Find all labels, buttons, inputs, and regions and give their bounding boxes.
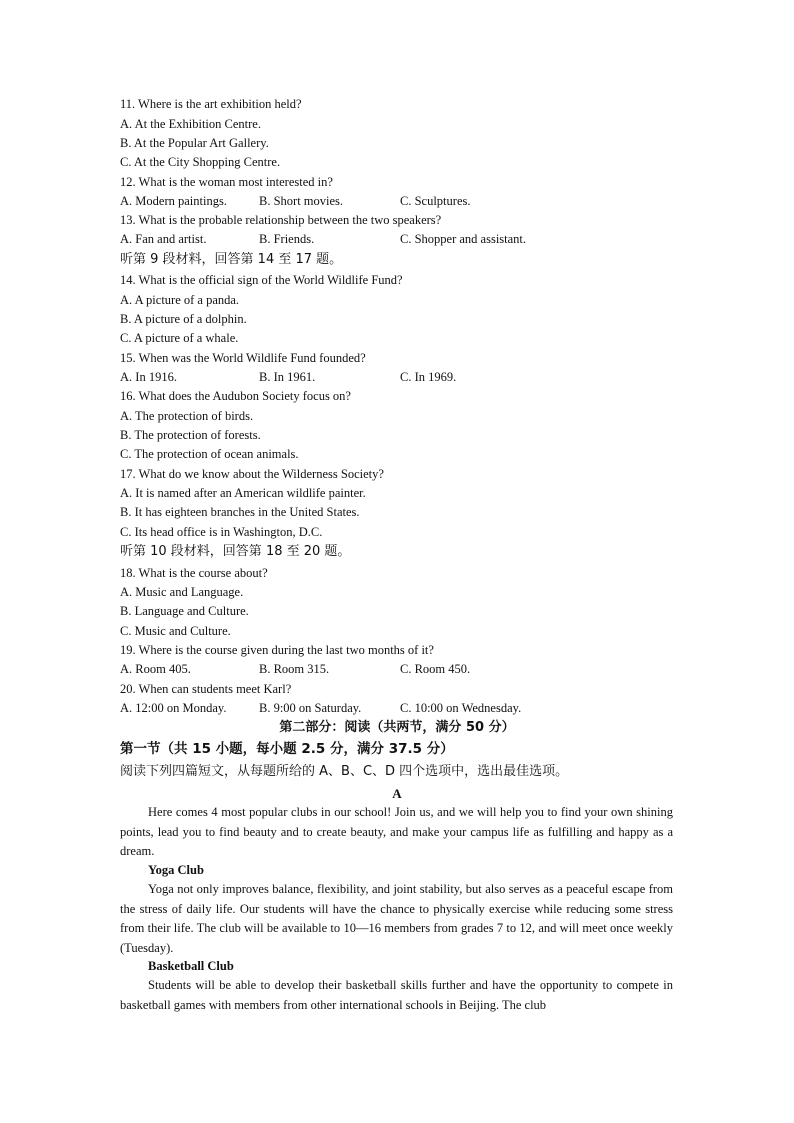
basketball-club-heading: Basketball Club: [148, 959, 234, 973]
q13-option-a: A. Fan and artist.: [120, 232, 207, 246]
q20-option-b: B. 9:00 on Saturday.: [259, 701, 362, 715]
question-12: 12. What is the woman most interested in?: [120, 175, 333, 189]
q17-option-c: C. Its head office is in Washington, D.C.: [120, 525, 323, 539]
q14-option-c: C. A picture of a whale.: [120, 331, 239, 345]
q12-option-a: A. Modern paintings.: [120, 194, 227, 208]
q14-option-a: A. A picture of a panda.: [120, 293, 240, 307]
part2-title: 第二部分：阅读（共两节，满分 50 分）: [279, 720, 515, 735]
q17-option-a: A. It is named after an American wildlife painter.: [120, 486, 366, 500]
yoga-club-text: Yoga not only improves balance, flexibility, and joint stability, but also serves as a peaceful escape from the stress of daily life. Our students will have the chance to physically exercise while reducing some stress from their life. The club will be available to 10—16 members from grades 7 to 12, and will meet once weekly (Tuesday).: [120, 882, 673, 955]
question-18: 18. What is the course about?: [120, 566, 268, 580]
q18-option-b: B. Language and Culture.: [120, 604, 249, 618]
q18-option-c: C. Music and Culture.: [120, 624, 231, 638]
material-10-instruction: 听第 10 段材料，回答第 18 至 20 题。: [120, 544, 351, 559]
q19-option-c: C. Room 450.: [400, 662, 471, 676]
question-19: 19. Where is the course given during the last two months of it?: [120, 643, 434, 657]
q13-option-b: B. Friends.: [259, 232, 315, 246]
q19-option-a: A. Room 405.: [120, 662, 191, 676]
passage-intro: Here comes 4 most popular clubs in our school! Join us, and we will help you to find your own shining points, lead you to find beauty and to create beauty, and make your campus life as fulfilling and happy as a dream.: [120, 805, 673, 858]
question-16: 16. What does the Audubon Society focus on?: [120, 389, 351, 403]
q16-option-b: B. The protection of forests.: [120, 428, 261, 442]
q16-option-a: A. The protection of birds.: [120, 409, 254, 423]
q20-option-a: A. 12:00 on Monday.: [120, 701, 227, 715]
q11-option-b: B. At the Popular Art Gallery.: [120, 136, 269, 150]
q18-option-a: A. Music and Language.: [120, 585, 244, 599]
reading-directions: 阅读下列四篇短文，从每题所给的 A、B、C、D 四个选项中，选出最佳选项。: [120, 764, 569, 779]
question-14: 14. What is the official sign of the World Wildlife Fund?: [120, 273, 403, 287]
q12-option-b: B. Short movies.: [259, 194, 344, 208]
q15-option-b: B. In 1961.: [259, 370, 316, 384]
q12-option-c: C. Sculptures.: [400, 194, 471, 208]
passage-label: A: [392, 786, 402, 801]
question-17: 17. What do we know about the Wilderness Society?: [120, 467, 384, 481]
q11-option-a: A. At the Exhibition Centre.: [120, 117, 261, 131]
question-15: 15. When was the World Wildlife Fund founded?: [120, 351, 366, 365]
question-11: 11. Where is the art exhibition held?: [120, 97, 302, 111]
q11-option-c: C. At the City Shopping Centre.: [120, 155, 281, 169]
question-13: 13. What is the probable relationship between the two speakers?: [120, 213, 442, 227]
yoga-club-heading: Yoga Club: [148, 863, 204, 877]
q15-option-c: C. In 1969.: [400, 370, 457, 384]
basketball-club-text: Students will be able to develop their basketball skills further and have the opportunity to compete in basketball games with members from other international schools in Beijing. The club: [120, 978, 673, 1012]
q19-option-b: B. Room 315.: [259, 662, 330, 676]
q15-option-a: A. In 1916.: [120, 370, 177, 384]
material-9-instruction: 听第 9 段材料，回答第 14 至 17 题。: [120, 252, 343, 267]
q14-option-b: B. A picture of a dolphin.: [120, 312, 247, 326]
question-20: 20. When can students meet Karl?: [120, 682, 292, 696]
q20-option-c: C. 10:00 on Wednesday.: [400, 701, 522, 715]
q13-option-c: C. Shopper and assistant.: [400, 232, 527, 246]
q17-option-b: B. It has eighteen branches in the United States.: [120, 505, 360, 519]
q16-option-c: C. The protection of ocean animals.: [120, 447, 299, 461]
section1-title: 第一节（共 15 小题，每小题 2.5 分，满分 37.5 分）: [120, 741, 454, 757]
